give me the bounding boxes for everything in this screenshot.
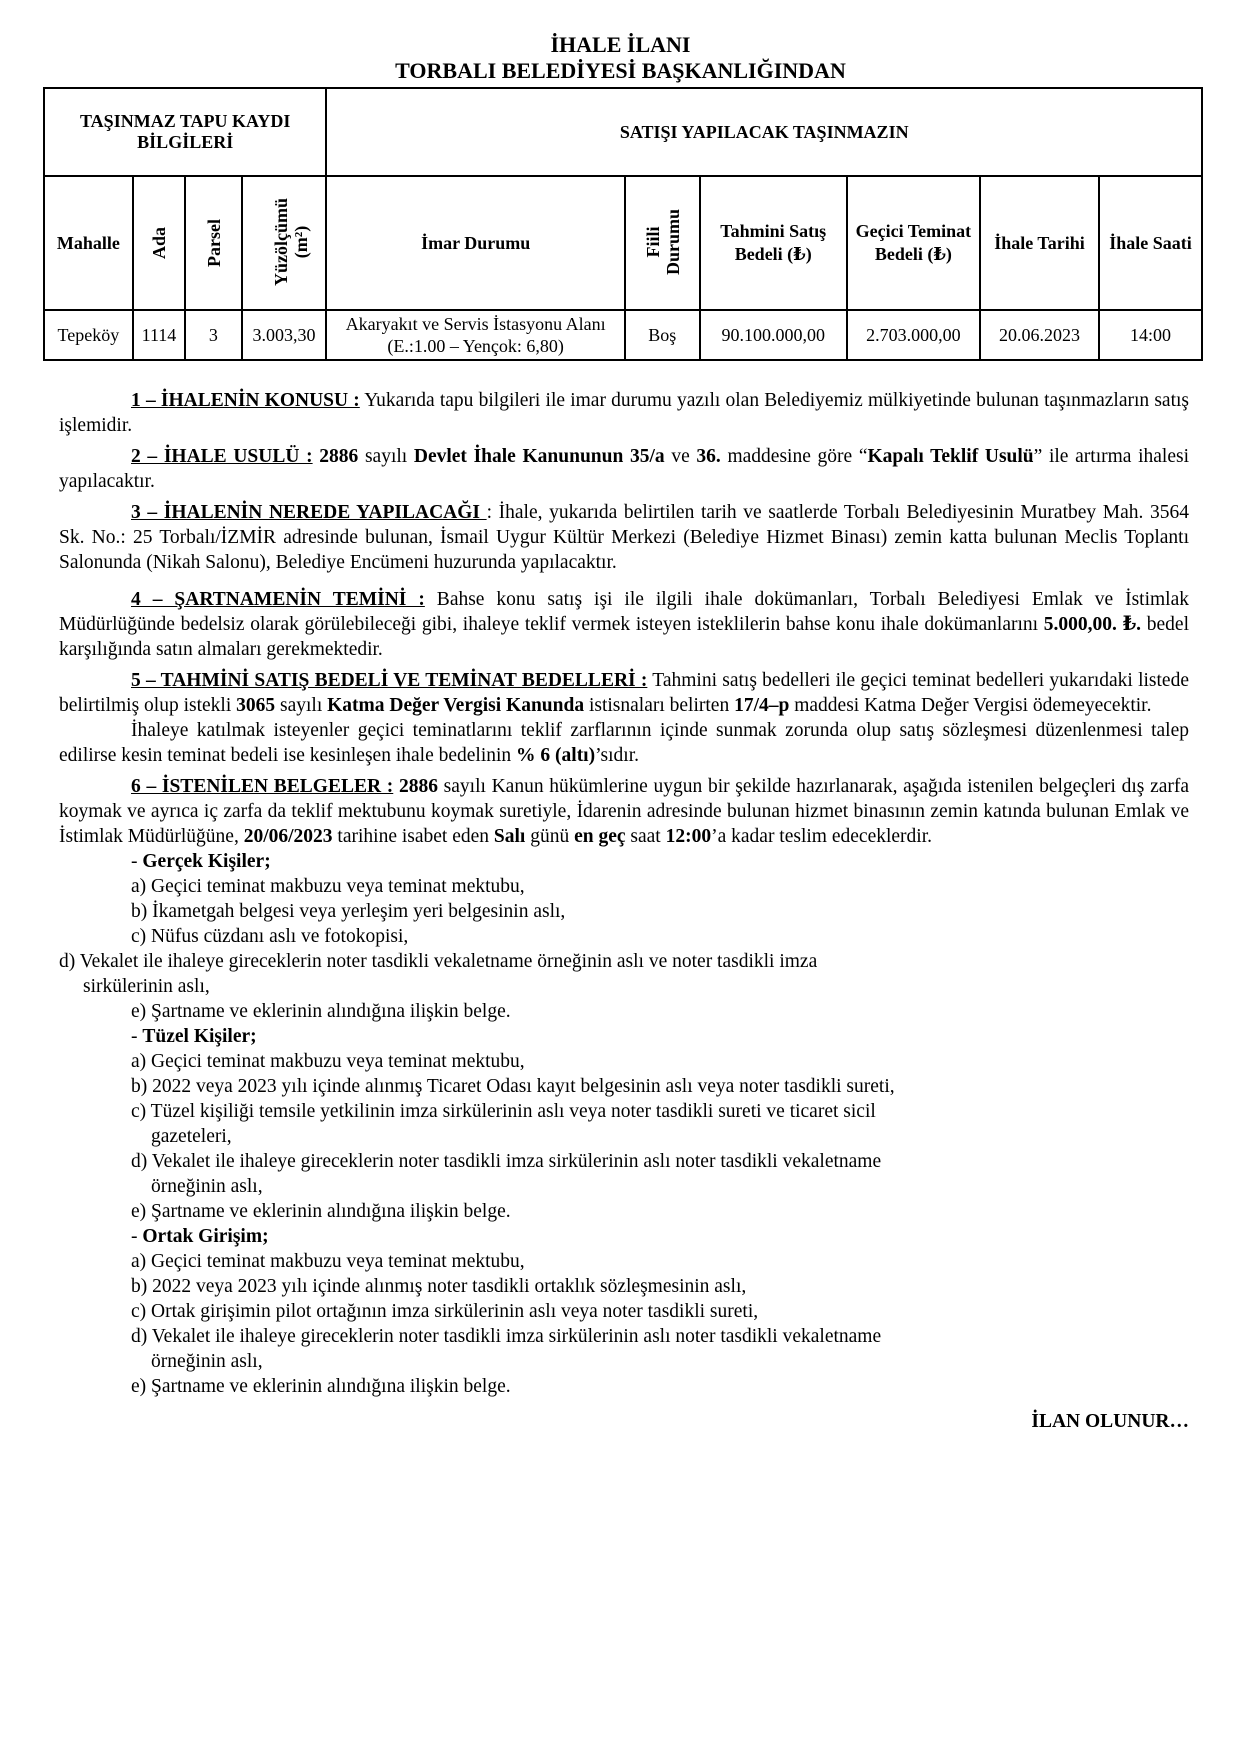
list-item: e) Şartname ve eklerinin alındığına ilişkin belge. — [131, 1001, 511, 1022]
list-ortak — [59, 1224, 1189, 1399]
col-header-imar: İmar Durumu — [326, 176, 625, 310]
section-bedel-kesin: İhaleye katılmak isteyenler geçici teminatlarını teklif zarflarının içinde sunmak zorunda olup satış sözleşmesi düzenlenmesi talep edilirse kesin teminat bedeli ise kesinleşen ihale bedelinin % 6 (altı)’sıdır. — [59, 720, 1189, 766]
list-item: d) Vekalet ile ihaleye gireceklerin noter tasdikli imza sirkülerinin aslı noter tasdikli vekaletname — [131, 1326, 882, 1347]
section-usul: 2 – İHALE USULÜ : 2886 sayılı Devlet İhale Kanununun 35/a ve 36. maddesine göre “Kapalı Teklif Usulü” ile artırma ihalesi yapılacaktır. — [59, 446, 1190, 492]
list-item: e) Şartname ve eklerinin alındığına ilişkin belge. — [131, 1376, 511, 1397]
list-item: b) İkametgah belgesi veya yerleşim yeri belgesinin aslı, — [131, 901, 566, 922]
notice-body — [59, 388, 1189, 1434]
cell-mahalle: Tepeköy — [44, 310, 133, 360]
notice-title: İHALE İLANI — [550, 32, 691, 57]
list-heading-tuzel: - Tüzel Kişiler; — [131, 1026, 257, 1047]
section-belgeler: 6 – İSTENİLEN BELGELER : 2886 sayılı Kanun hükümlerine uygun bir şekilde hazırlanarak, aşağıda istenilen belgeçleri dış zarfa koymak ve ayrıca iç zarfa da teklif mektubunu koymak suretiyle, İdarenin adresinde bulunan hizmet binasının zemin katında bulunan Emlak ve İstimlak Müdürlüğüne, 20/06/2023 tarihine isabet eden Salı günü en geç saat 12:00’a kadar teslim edeceklerdir. — [59, 776, 1190, 847]
list-item-cont: örneğinin aslı, — [151, 1176, 263, 1197]
cell-yuzolcumu: 3.003,30 — [242, 310, 327, 360]
list-item-cont: gazeteleri, — [151, 1126, 232, 1147]
list-item: b) 2022 veya 2023 yılı içinde alınmış noter tasdikli ortaklık sözleşmesinin aslı, — [131, 1276, 747, 1297]
heading-bedel: 5 – TAHMİNİ SATIŞ BEDELİ VE TEMİNAT BEDELLERİ : — [131, 670, 648, 691]
section-konu: 1 – İHALENİN KONUSU : Yukarıda tapu bilgileri ile imar durumu yazılı olan Belediyemiz mülkiyetinde bulunan taşınmazların satış işlemidir. — [59, 390, 1189, 436]
property-table — [43, 87, 1203, 361]
closing-statement: İLAN OLUNUR… — [1031, 1411, 1189, 1432]
cell-saat: 14:00 — [1099, 310, 1202, 360]
heading-konu: 1 – İHALENİN KONUSU : — [131, 390, 360, 411]
list-item: a) Geçici teminat makbuzu veya teminat mektubu, — [131, 876, 525, 897]
list-item: a) Geçici teminat makbuzu veya teminat mektubu, — [131, 1051, 525, 1072]
list-item: d) Vekalet ile ihaleye gireceklerin noter tasdikli imza sirkülerinin aslı noter tasdikli vekaletname — [131, 1151, 882, 1172]
cell-bedel: 90.100.000,00 — [700, 310, 847, 360]
group-header-satis: SATIŞI YAPILACAK TAŞINMAZIN — [326, 88, 1202, 176]
cell-teminat: 2.703.000,00 — [847, 310, 980, 360]
list-item: c) Ortak girişimin pilot ortağının imza sirkülerinin aslı veya noter tasdikli sureti, — [131, 1301, 759, 1322]
col-header-parsel: Parsel — [185, 176, 241, 310]
col-header-saat: İhale Saati — [1099, 176, 1202, 310]
cell-tarih: 20.06.2023 — [980, 310, 1099, 360]
cell-parsel: 3 — [185, 310, 241, 360]
group-header-tapu: TAŞINMAZ TAPU KAYDI BİLGİLERİ — [44, 88, 326, 176]
col-header-bedel: Tahmini Satış Bedeli (₺) — [700, 176, 847, 310]
heading-belgeler: 6 – İSTENİLEN BELGELER : — [131, 776, 394, 797]
list-item: b) 2022 veya 2023 yılı içinde alınmış Ticaret Odası kayıt belgesinin aslı veya noter tasdikli sureti, — [131, 1076, 895, 1097]
table-group-header-row — [44, 88, 1202, 176]
cell-ada: 1114 — [133, 310, 185, 360]
col-header-tarih: İhale Tarihi — [980, 176, 1099, 310]
heading-sartname: 4 – ŞARTNAMENİN TEMİNİ : — [131, 589, 425, 610]
list-item: e) Şartname ve eklerinin alındığına ilişkin belge. — [131, 1201, 511, 1222]
col-header-teminat: Geçici Teminat Bedeli (₺) — [847, 176, 980, 310]
col-header-fiili: Fiili Durumu — [625, 176, 700, 310]
section-yer: 3 – İHALENİN NEREDE YAPILACAĞI : İhale, yukarıda belirtilen tarih ve saatlerde Torbalı Belediyesinin Muratbey Mah. 3564 Sk. No.: 25 Torbalı/İZMİR adresinde bulunan, İsmail Uygur Kültür Merkezi (Belediye Hizmet Binası) zemin katta bulunan Meclis Toplantı Salonunda (Nikah Salonu), Belediye Encümeni huzurunda yapılacaktır. — [59, 502, 1190, 573]
col-header-ada: Ada — [133, 176, 185, 310]
list-heading-gercek: - Gerçek Kişiler; — [131, 851, 271, 872]
list-item-cont: sirkülerinin aslı, — [83, 976, 210, 997]
col-header-yuzolcumu: Yüzölçümü (m²) — [242, 176, 327, 310]
section-bedel: 5 – TAHMİNİ SATIŞ BEDELİ VE TEMİNAT BEDELLERİ : Tahmini satış bedelleri ile geçici teminat bedelleri yukarıdaki listede belirtilmiş olup istekli 3065 sayılı Katma Değer Vergisi Kanunda istisnaları belirten 17/4–p maddesi Katma Değer Vergisi ödemeyecektir. — [59, 670, 1189, 716]
section-sartname: 4 – ŞARTNAMENİN TEMİNİ : Bahse konu satış işi ile ilgili ihale dokümanları, Torbalı Belediyesi Emlak ve İstimlak Müdürlüğünde bedelsiz olarak görülebileceği gibi, ihaleye teklif vermek isteyen isteklilerin bahse konu ihale dokümanlarını 5.000,00. ₺. bedel karşılığında satın almaları gerekmektedir. — [59, 589, 1189, 660]
list-item: d) Vekalet ile ihaleye gireceklerin noter tasdikli vekaletname örneğinin aslı ve noter tasdikli imza — [59, 951, 818, 972]
heading-usul: 2 – İHALE USULÜ : — [131, 446, 313, 467]
table-row — [44, 310, 1202, 360]
list-item: a) Geçici teminat makbuzu veya teminat mektubu, — [131, 1251, 525, 1272]
list-tuzel — [59, 1024, 1189, 1224]
notice-subtitle: TORBALI BELEDİYESİ BAŞKANLIĞINDAN — [395, 58, 846, 83]
col-header-mahalle: Mahalle — [44, 176, 133, 310]
list-gercek — [59, 849, 1189, 1024]
cell-imar: Akaryakıt ve Servis İstasyonu Alanı (E.:1.00 – Yençok: 6,80) — [326, 310, 625, 360]
table-column-header-row — [44, 176, 1202, 310]
list-heading-ortak: - Ortak Girişim; — [131, 1226, 269, 1247]
cell-fiili: Boş — [625, 310, 700, 360]
heading-yer: 3 – İHALENİN NEREDE YAPILACAĞI — [131, 502, 487, 523]
list-item: c) Tüzel kişiliği temsile yetkilinin imza sirkülerinin aslı veya noter tasdikli sureti ve ticaret sicil — [131, 1101, 876, 1122]
list-item-cont: örneğinin aslı, — [151, 1351, 263, 1372]
list-item: c) Nüfus cüzdanı aslı ve fotokopisi, — [131, 926, 409, 947]
